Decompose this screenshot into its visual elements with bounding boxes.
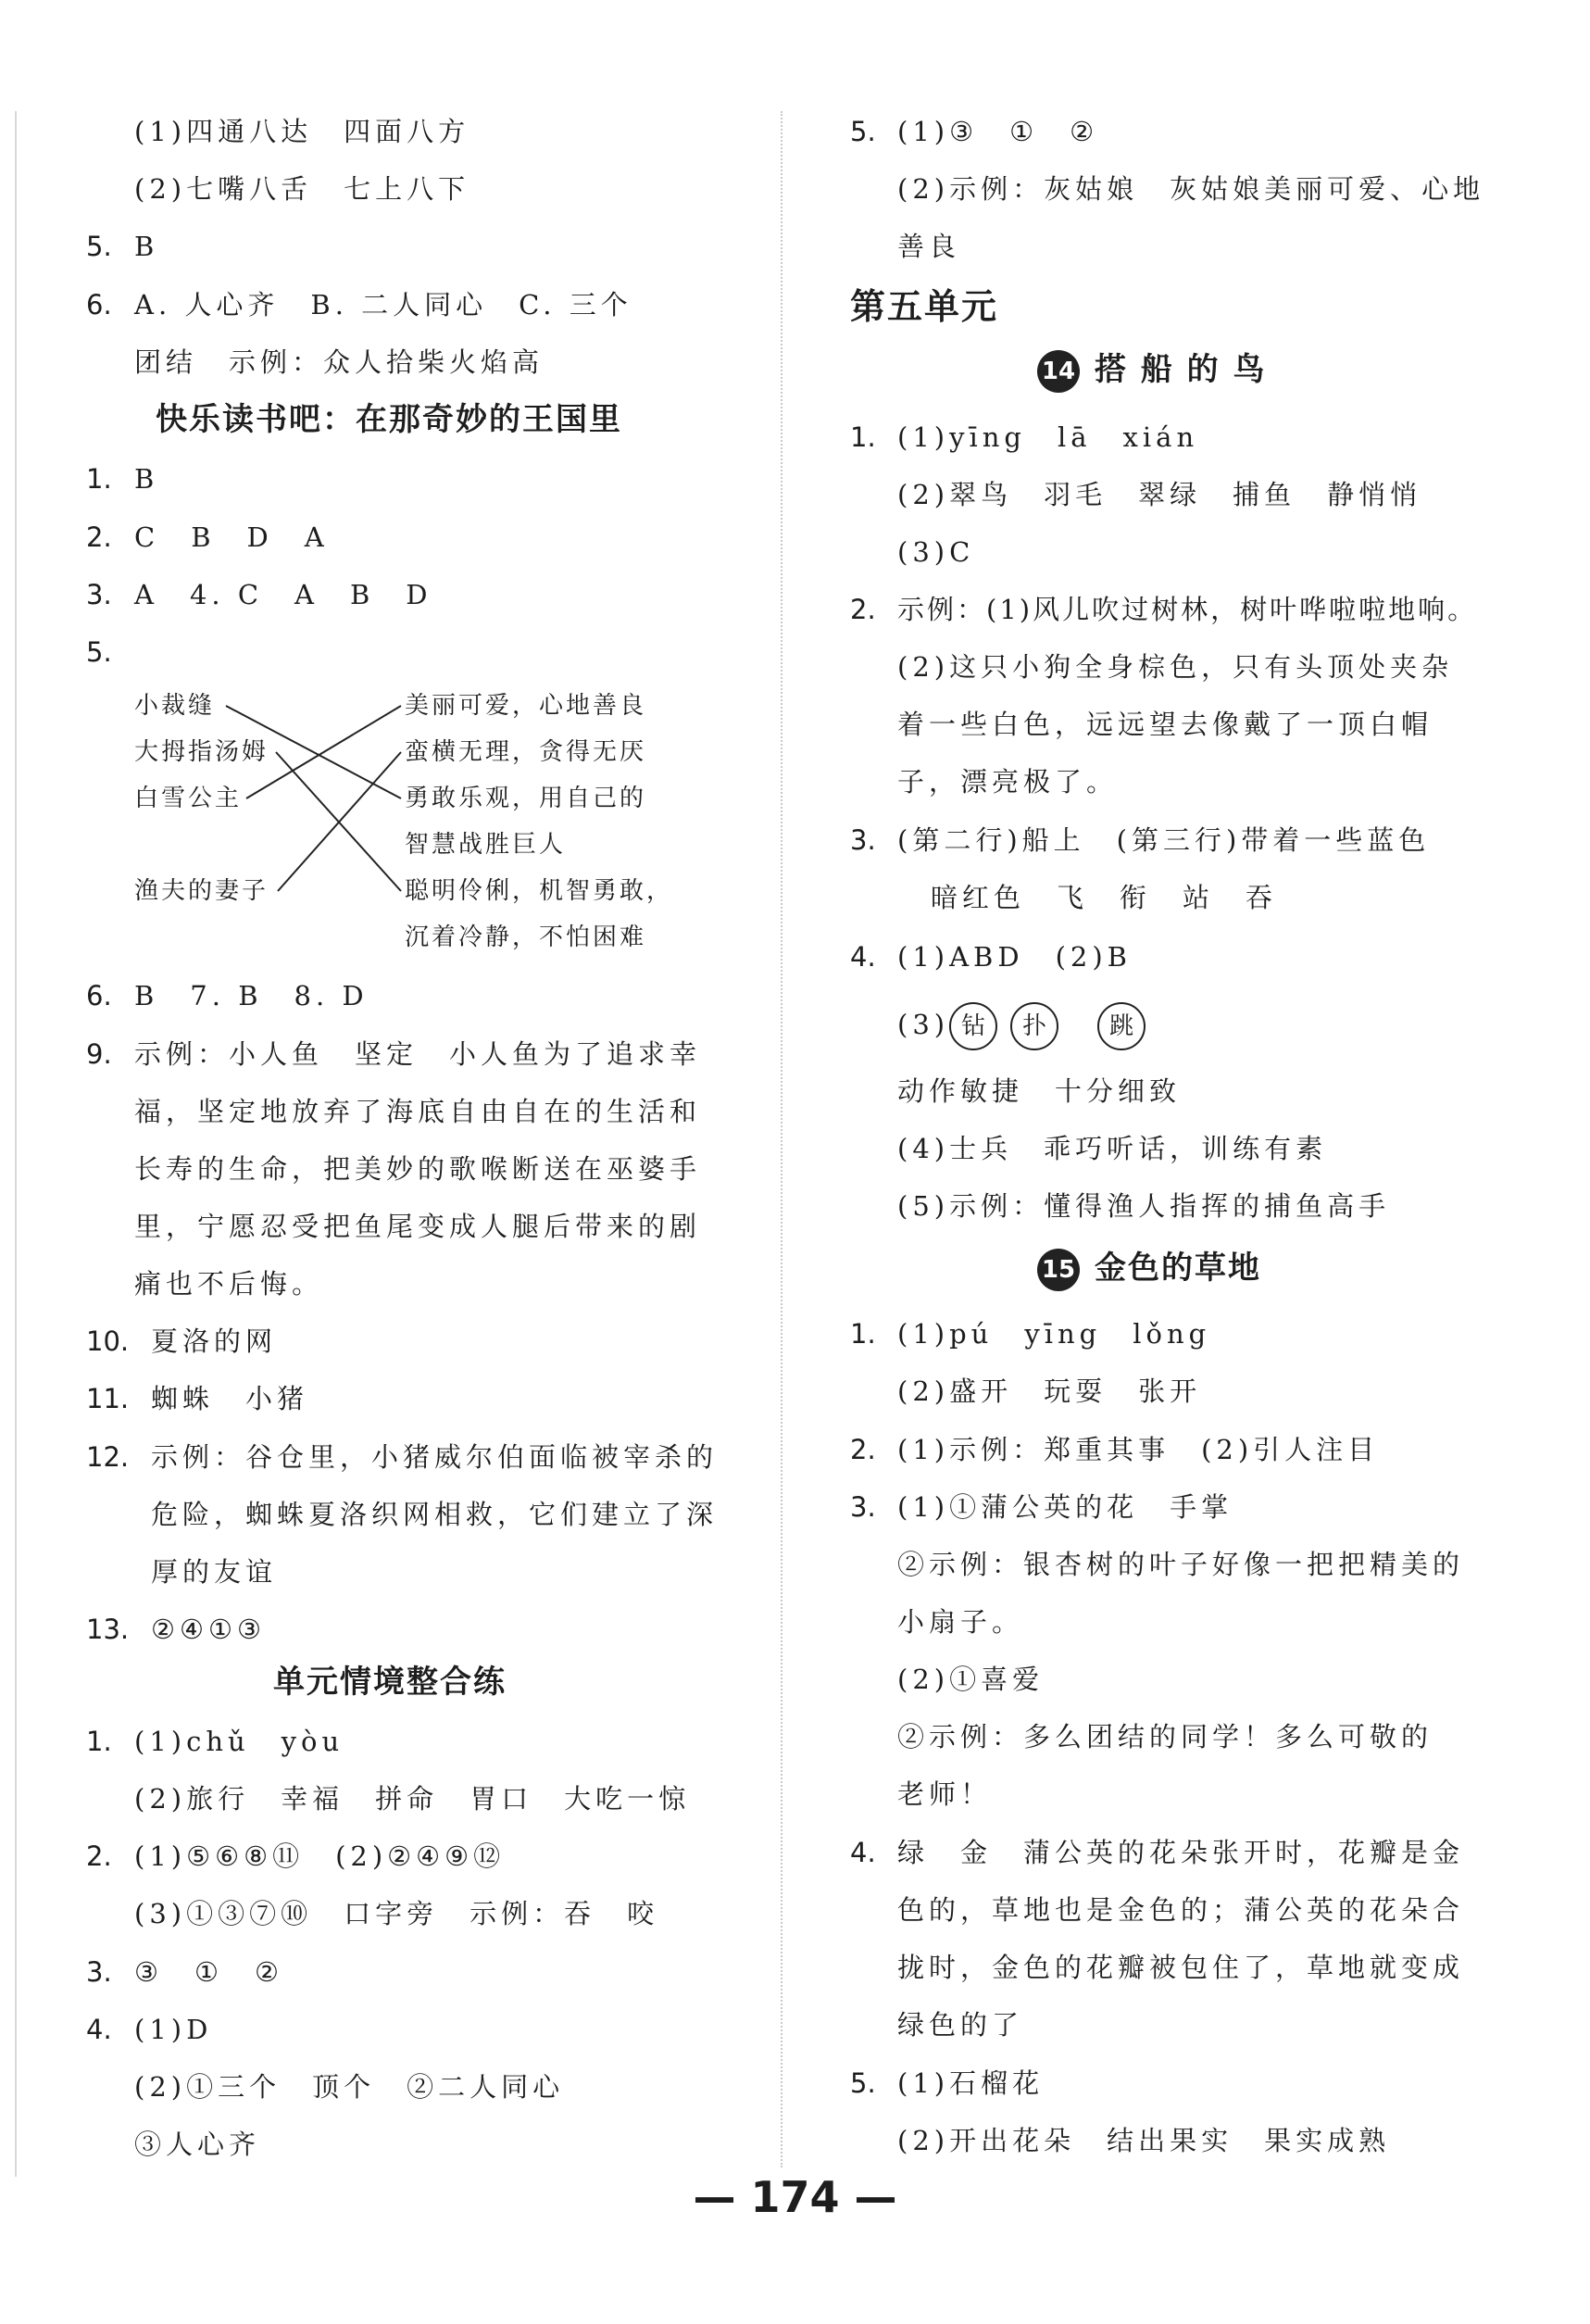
section-heading: 快乐读书吧：在那奇妙的王国里 [156, 401, 622, 438]
match-right-item: 勇敢乐观，用自己的 [405, 785, 647, 812]
answer-line: ②示例：多么团结的同学！多么可敬的 [897, 1721, 1434, 1752]
question-number: 4. [850, 1837, 876, 1868]
circled-character: 扑 [1010, 1002, 1058, 1050]
answer-line: 色的，草地也是金色的；蒲公英的花朵合 [897, 1894, 1465, 1926]
answer-line: (第二行)船上 (第三行)带着一些蓝色 [897, 824, 1431, 856]
question-number: 13. [86, 1614, 130, 1645]
match-right-item: 智慧战胜巨人 [405, 831, 567, 859]
answer-line: (1)yīng lā xián [897, 421, 1199, 453]
match-right-item: 沉着冷静，不怕困难 [405, 923, 647, 951]
sub-label: (3) [897, 1009, 950, 1040]
answer-line: C B D A [134, 521, 329, 553]
question-number: 3. [850, 1491, 876, 1523]
answer-line: (2)这只小狗全身棕色，只有头顶处夹杂 [897, 651, 1454, 683]
answer-line: (3)①③⑦⑩ 口字旁 示例：吞 咬 [134, 1898, 659, 1929]
circled-character: 跳 [1097, 1002, 1146, 1050]
answer-line: ③人心齐 [134, 2129, 261, 2160]
answer-line: (2)旅行 幸福 拼命 胃口 大吃一惊 [134, 1783, 691, 1815]
answer-line: 痛也不后悔。 [134, 1268, 324, 1300]
answer-line: 暗红色 飞 衔 站 吞 [931, 882, 1278, 913]
matching-lines [0, 0, 778, 1019]
answer-line: 老师！ [897, 1778, 993, 1810]
question-number: 5. [850, 116, 876, 147]
answer-line: (5)示例：懂得渔人指挥的捕鱼高手 [897, 1190, 1391, 1222]
column-divider [781, 111, 782, 2167]
answer-line: 夏洛的网 [151, 1325, 278, 1357]
answer-line: ③ ① ② [134, 1956, 283, 1988]
page-number: — 174 — [693, 2172, 897, 2222]
match-left-item: 渔夫的妻子 [134, 877, 269, 905]
answer-line: 危险，蜘蛛夏洛织网相救，它们建立了深 [151, 1499, 719, 1530]
answer-line: (1)①蒲公英的花 手掌 [897, 1491, 1233, 1523]
answer-line: (1)石榴花 [897, 2067, 1045, 2099]
answer-line: (1)示例：郑重其事 (2)引人注目 [897, 1434, 1380, 1465]
lesson-number-badge: 15 [1037, 1249, 1080, 1291]
section-heading: 单元情境整合练 [273, 1664, 507, 1701]
question-number: 9. [86, 1038, 112, 1070]
match-left-item: 白雪公主 [134, 785, 243, 812]
question-number: 6. [86, 980, 112, 1011]
answer-line: 着一些白色，远远望去像戴了一顶白帽 [897, 709, 1434, 740]
answer-line: 子，漂亮极了。 [897, 766, 1119, 798]
answer-line: (1)③ ① ② [897, 116, 1099, 147]
answer-line: 蜘蛛 小猪 [151, 1383, 309, 1414]
question-number: 6. [86, 289, 112, 320]
question-number: 1. [86, 1726, 112, 1757]
answer-line: 绿色的了 [897, 2009, 1024, 2041]
answer-line: 善良 [897, 231, 961, 262]
question-number: 2. [86, 1840, 112, 1872]
lesson-title: 金色的草地 [1095, 1250, 1261, 1287]
answer-line: 示例：(1)风儿吹过树林，树叶哗啦啦地响。 [897, 594, 1478, 625]
match-line [246, 706, 401, 798]
answer-line: 小扇子。 [897, 1606, 1024, 1638]
answer-line: ②④①③ [151, 1614, 266, 1645]
answer-line: 厚的友谊 [151, 1556, 278, 1588]
answer-line: (1)四通八达 四面八方 [134, 116, 470, 147]
answer-line: 长寿的生命，把美妙的歌喉断送在巫婆手 [134, 1153, 702, 1185]
question-number: 5. [850, 2067, 876, 2099]
answer-line: 福，坚定地放弃了海底自由自在的生活和 [134, 1096, 702, 1127]
question-number: 3. [850, 824, 876, 856]
answer-line: (2)①喜爱 [897, 1664, 1045, 1695]
answer-line: 示例：小人鱼 坚定 小人鱼为了追求幸 [134, 1038, 702, 1070]
match-right-item: 美丽可爱，心地善良 [405, 692, 647, 720]
answer-line: B [134, 463, 159, 495]
answer-line: 拢时，金色的花瓣被包住了，草地就变成 [897, 1952, 1465, 1983]
answer-line: (2)示例：灰姑娘 灰姑娘美丽可爱、心地 [897, 173, 1485, 205]
question-number: 3. [86, 579, 112, 610]
question-number: 1. [86, 463, 112, 495]
answer-line: (4)士兵 乖巧听话，训练有素 [897, 1133, 1328, 1164]
answer-line: (3)C [897, 536, 975, 568]
answer-line: (1)D [134, 2014, 213, 2045]
question-number: 2. [850, 1434, 876, 1465]
question-number: 2. [850, 594, 876, 625]
answer-line: (1)⑤⑥⑧⑪ (2)②④⑨⑫ [134, 1840, 506, 1872]
lesson-title: 搭 船 的 鸟 [1095, 351, 1267, 388]
unit-title: 第五单元 [850, 286, 999, 327]
question-number: 1. [850, 421, 876, 453]
question-number: 4. [86, 2014, 112, 2045]
answer-line: 示例：谷仓里，小猪威尔伯面临被宰杀的 [151, 1441, 719, 1473]
answer-line: (2)七嘴八舌 七上八下 [134, 173, 470, 205]
answer-line: (2)①三个 顶个 ②二人同心 [134, 2071, 565, 2103]
match-right-item: 蛮横无理，贪得无厌 [405, 738, 647, 766]
answer-line: A 4. C A B D [134, 579, 432, 610]
answer-line: 绿 金 蒲公英的花朵张开时，花瓣是金 [897, 1837, 1465, 1868]
answer-line: 团结 示例：众人拾柴火焰高 [134, 346, 545, 378]
answer-line: (1)pú yīng lǒng [897, 1318, 1211, 1350]
answer-line: 动作敏捷 十分细致 [897, 1075, 1182, 1107]
match-left-item: 小裁缝 [134, 692, 216, 720]
lesson-number-badge: 14 [1037, 350, 1080, 393]
question-number: 1. [850, 1318, 876, 1350]
question-number: 12. [86, 1441, 130, 1473]
answer-line: 里，宁愿忍受把鱼尾变成人腿后带来的剧 [134, 1211, 702, 1242]
lesson-heading [1037, 348, 1267, 393]
answer-line: A. 人心齐 B. 二人同心 C. 三个 [134, 289, 632, 320]
question-number: 10. [86, 1325, 130, 1357]
circled-character: 钻 [949, 1002, 997, 1050]
answer-line: B 7. B 8. D [134, 980, 369, 1011]
answer-line: (2)翠鸟 羽毛 翠绿 捕鱼 静悄悄 [897, 479, 1422, 510]
answer-line [897, 1002, 1158, 1050]
match-left-item: 大拇指汤姆 [134, 738, 269, 766]
question-number: 2. [86, 521, 112, 553]
question-number: 5. [86, 231, 112, 262]
question-number: 5. [86, 636, 112, 668]
question-number: 4. [850, 941, 876, 973]
answer-line: (1)chǔ yòu [134, 1726, 344, 1757]
question-number: 11. [86, 1383, 130, 1414]
lesson-heading [1037, 1247, 1261, 1291]
question-number: 3. [86, 1956, 112, 1988]
match-right-item: 聪明伶俐，机智勇敢， [405, 877, 674, 905]
match-line [226, 706, 401, 798]
answer-line: B [134, 231, 159, 262]
answer-line: (1)ABD (2)B [897, 941, 1132, 973]
answer-line: (2)盛开 玩耍 张开 [897, 1376, 1202, 1407]
answer-line: (2)开出花朵 结出果实 果实成熟 [897, 2125, 1391, 2156]
answer-line: ②示例：银杏树的叶子好像一把把精美的 [897, 1549, 1465, 1580]
